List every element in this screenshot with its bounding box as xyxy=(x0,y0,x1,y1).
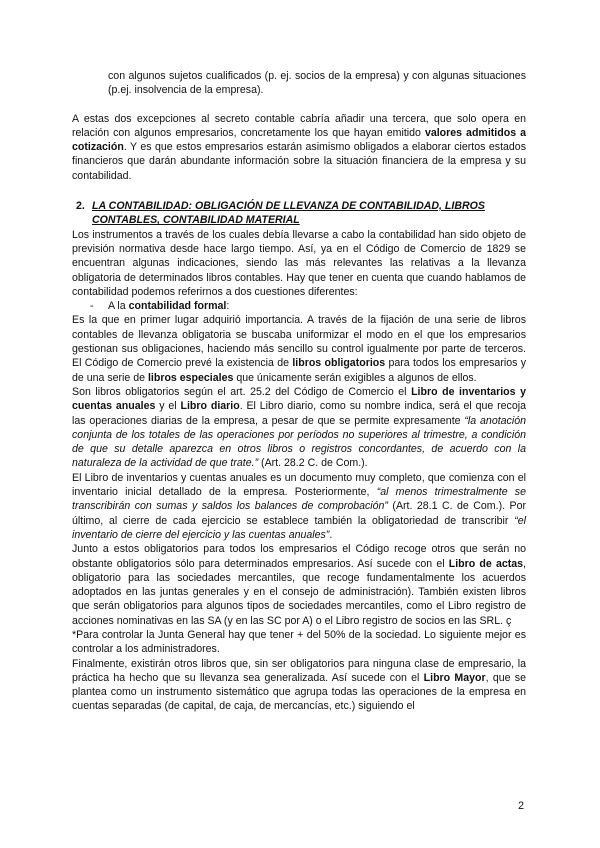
section-title: LA CONTABILIDAD: OBLIGACIÓN DE LLEVANZA DE CONTABILIDAD, LIBROS CONTABLES, CONTABILIDAD MATERIAL xyxy=(92,200,485,227)
bold-libro-mayor: Libro Mayor xyxy=(423,671,486,684)
paragraph-libros-obligatorios: Son libros obligatorios según el art. 25.2 del Código de Comercio el Libro de inventarios y cuentas anuales y el Libro diario. El Libro diario, como su nombre indica, será el que recoja las operaciones diarias de la empresa, a pesar de que se permite expresamente “la anotación conjunta de los totales de las operaciones por períodos no superiores al trimestre, a condición de que su detalle aparezca en otros libros o registros concordantes, de acuerdo con la naturaleza de la actividad de que trate.” (Art. 28.2 C. de Com.). xyxy=(72,385,526,470)
paragraph-instrumentos: Los instrumentos a través de los cuales debía llevarse a cabo la contabilidad han sido objeto de previsión normativa desde hace largo tiempo. Así, ya en el Código de Comercio de 1829 se encuentran algunas indicaciones, siendo las más relevantes las relativas a la llevanza obligatoria de determinados libros contables. Hay que tener en cuenta que cuando hablamos de contabilidad podemos referirnos a dos cuestiones diferentes: xyxy=(72,228,526,298)
page-body xyxy=(72,69,526,714)
paragraph-nota-junta: *Para controlar la Junta General hay que tener + del 50% de la sociedad. Lo siguiente mejor es controlar a los administradores. xyxy=(72,628,526,656)
paragraph-tercera-excepcion: A estas dos excepciones al secreto contable cabría añadir una tercera, que solo opera en relación con algunos empresarios, concretamente los que hayan emitido valores admitidos a cotización. Y es que estos empresarios estarán asimismo obligados a elaborar ciertos estados financieros que darán abundante información sobre la situación financiera de la empresa y su contabilidad. xyxy=(72,112,526,182)
bullet-dash: - xyxy=(90,300,94,313)
quote-inventario-cierre: “el inventario de cierre del ejercicio y las cuentas anuales” xyxy=(72,514,526,541)
quote-anotacion-conjunta: “la anotación conjunta de los totales de las operaciones por períodos no superiores al trimestre, a condición de que su detalle aparezca en otros libros o registros concordantes, de acuerdo con la naturaleza de la actividad de que trate.” xyxy=(72,414,526,470)
bold-libros-especiales: libros especiales xyxy=(147,371,234,384)
paragraph-fijacion-libros: Es la que en primer lugar adquirió importancia. A través de la fijación de una serie de libros contables de llevanza obligatoria se buscaba uniformizar el modo en el que los empresarios gestionan sus obligaciones, haciendo más sencillo su control igualmente por parte de terceros. El Código de Comercio prevé la existencia de libros obligatorios para todos los empresarios y de una serie de libros especiales que únicamente serán exigibles a algunos de ellos. xyxy=(72,314,527,384)
bold-contabilidad-formal: contabilidad formal xyxy=(128,300,227,313)
bold-libro-inventarios: Libro de inventarios y cuentas anuales xyxy=(72,385,526,413)
section-number: 2. xyxy=(76,200,85,213)
quote-trimestralmente: “al menos trimestralmente se transcribirán con sumas y saldos los balances de comprobación” xyxy=(72,486,526,513)
paragraph-libro-inventarios: El Libro de inventarios y cuentas anuales es un documento muy completo, que comienza con el inventario inicial detallado de la empresa. Posteriormente, “al menos trimestralmente se transcribirán con sumas y saldos los balances de comprobación” (Art. 28.1 C. de Com.). Por último, al cierre de cada ejercicio se establece también la obligatoriedad de transcribir “el inventario de cierre del ejercicio y las cuentas anuales”. xyxy=(72,471,526,541)
paragraph-libro-mayor: Finalmente, existirán otros libros que, sin ser obligatorios para ninguna clase de empresario, la práctica ha hecho que su llevanza sea generalizada. Así sucede con el Libro Mayor, que se plantea como un instrumento sistemático que agrupa todas las operaciones de la empresa en cuentas separadas (de capital, de caja, de mercancías, etc.) siguiendo el xyxy=(72,657,526,713)
bold-libro-actas: Libro de actas xyxy=(448,557,524,570)
bold-valores-admitidos: valores admitidos a cotización xyxy=(72,126,526,154)
continuation-paragraph: con algunos sujetos cualificados (p. ej. socios de la empresa) y con algunas situaciones (p.ej. insolvencia de la empresa). xyxy=(108,70,526,97)
bold-libro-diario: Libro diario xyxy=(180,400,240,413)
page-number: 2 xyxy=(518,800,524,812)
bullet-contabilidad-formal: - A la contabilidad formal: xyxy=(90,300,230,313)
bold-libros-obligatorios: libros obligatorios xyxy=(292,357,386,370)
section-heading xyxy=(72,199,526,228)
paragraph-libros-especiales: Junto a estos obligatorios para todos los empresarios el Código recoge otros que serán no obstante obligatorios sólo para determinados empresarios. Así sucede con el Libro de actas, obligatorio para las sociedades mercantiles, que recoge fundamentalmente los acuerdos adoptados en las juntas generales y en el consejo de administración). También existen libros que serán obligatorios para algunos tipos de sociedades mercantiles, como el Libro registro de acciones nominativas en las SA (y en las SC por A) o el Libro registro de socios en las SRL. ç xyxy=(72,543,526,627)
